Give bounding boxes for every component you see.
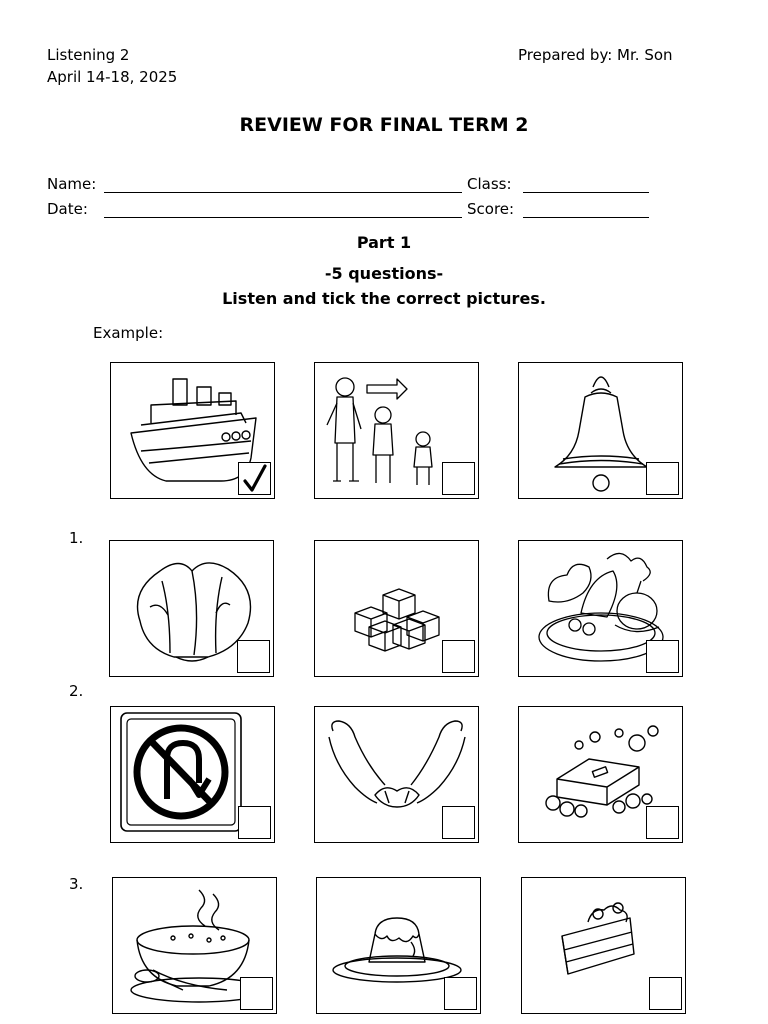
example-option-boys[interactable] — [314, 362, 479, 499]
page-title: REVIEW FOR FINAL TERM 2 — [239, 114, 529, 136]
q2-option-no-u-turn[interactable] — [110, 706, 275, 843]
tick-box[interactable] — [238, 806, 271, 839]
example-option-bell[interactable] — [518, 362, 683, 499]
q2-option-arms[interactable] — [314, 706, 479, 843]
tick-box[interactable] — [646, 640, 679, 673]
q3-option-pudding[interactable] — [316, 877, 481, 1014]
q2-option-soap[interactable] — [518, 706, 683, 843]
q3-option-soup[interactable] — [112, 877, 277, 1014]
instruction: Listen and tick the correct pictures. — [222, 289, 546, 308]
question-number: 3. — [69, 875, 84, 893]
course-label: Listening 2 — [47, 46, 130, 64]
part-title: Part 1 — [356, 233, 412, 252]
date-label: Date: — [47, 200, 88, 218]
q3-option-cake[interactable] — [521, 877, 686, 1014]
date-range: April 14-18, 2025 — [47, 68, 178, 86]
q1-option-vegetable-bowl[interactable] — [518, 540, 683, 677]
question-number: 2. — [69, 682, 84, 700]
question-number: 1. — [69, 529, 84, 547]
name-label: Name: — [47, 175, 97, 193]
score-label: Score: — [467, 200, 515, 218]
tick-box[interactable] — [646, 806, 679, 839]
name-field[interactable] — [104, 192, 462, 193]
class-field[interactable] — [523, 192, 649, 193]
q1-option-sugar-cubes[interactable] — [314, 540, 479, 677]
tick-box[interactable] — [649, 977, 682, 1010]
tick-box[interactable] — [240, 977, 273, 1010]
question-count: -5 questions- — [324, 264, 444, 283]
tick-box[interactable] — [442, 640, 475, 673]
tick-box[interactable] — [444, 977, 477, 1010]
example-option-ship[interactable] — [110, 362, 275, 499]
class-label: Class: — [467, 175, 512, 193]
checkmark-icon — [242, 464, 268, 494]
tick-box[interactable] — [237, 640, 270, 673]
date-field[interactable] — [104, 217, 462, 218]
tick-box[interactable] — [442, 806, 475, 839]
tick-box[interactable] — [646, 462, 679, 495]
prepared-by: Prepared by: Mr. Son — [518, 46, 673, 64]
score-field[interactable] — [523, 217, 649, 218]
q1-option-cabbage[interactable] — [109, 540, 274, 677]
tick-box[interactable] — [238, 462, 271, 495]
tick-box[interactable] — [442, 462, 475, 495]
example-label: Example: — [93, 324, 164, 342]
